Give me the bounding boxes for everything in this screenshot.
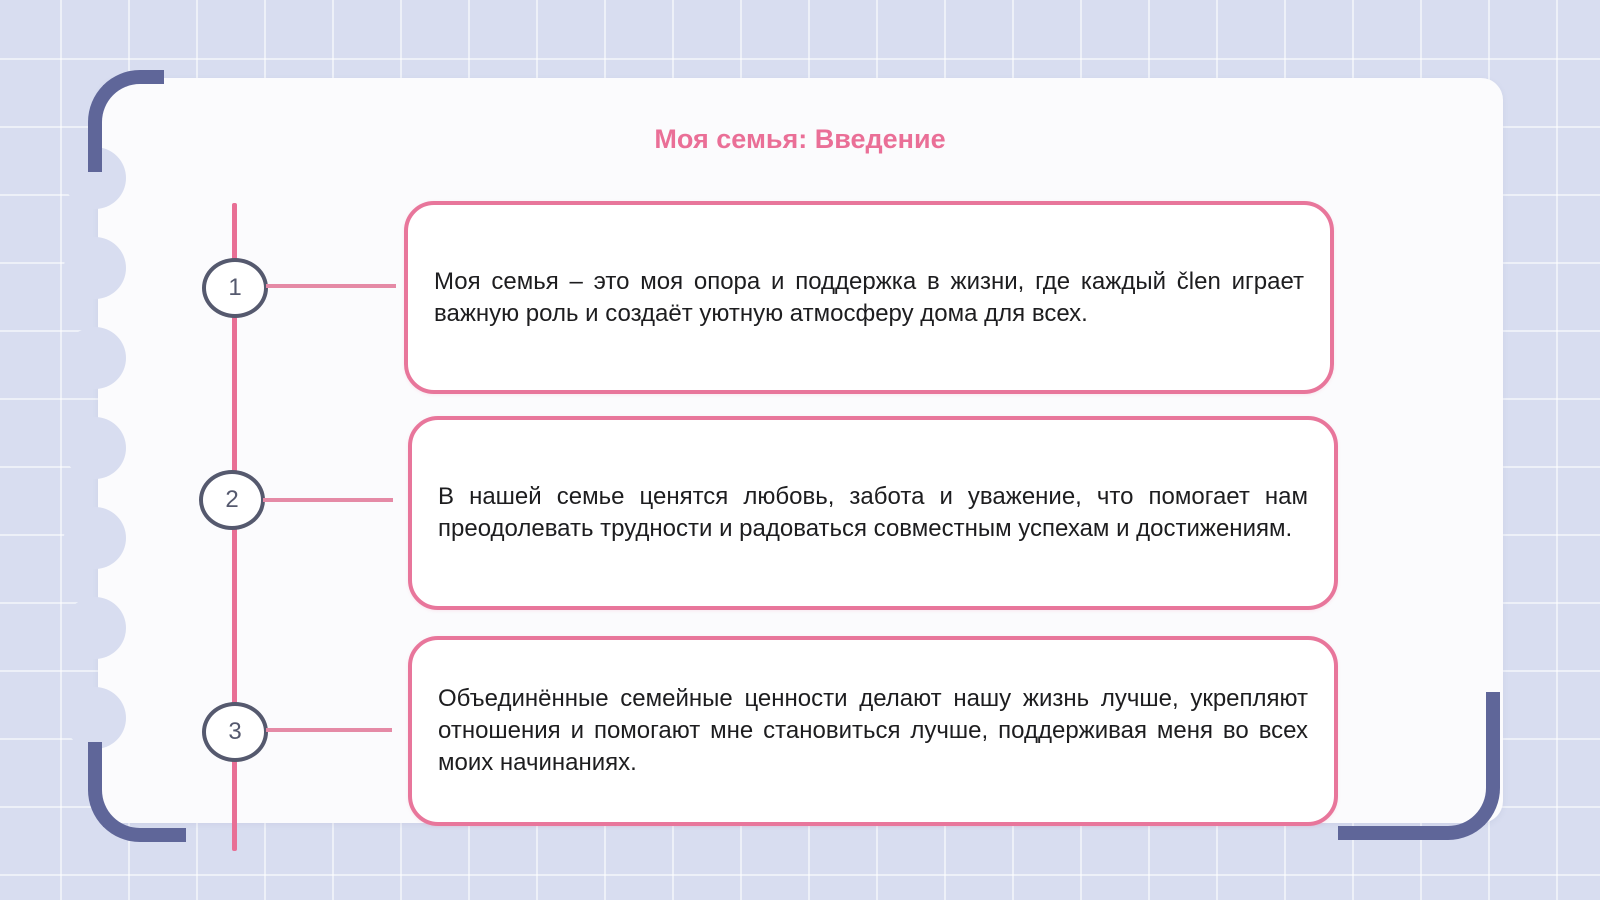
step-number-badge: 2 xyxy=(199,470,265,530)
paper-notch xyxy=(64,417,126,479)
step-connector xyxy=(263,498,393,502)
slide-title: Моя семья: Введение xyxy=(654,124,946,154)
step-number-badge: 1 xyxy=(202,258,268,318)
step-connector xyxy=(266,728,392,732)
corner-bracket-bottom-left xyxy=(88,742,186,842)
paper-notch xyxy=(64,237,126,299)
paper-notch xyxy=(64,327,126,389)
step-card xyxy=(408,416,1338,610)
step-connector xyxy=(266,284,396,288)
step-card xyxy=(404,201,1334,394)
paper-notch xyxy=(64,597,126,659)
step-number-badge: 3 xyxy=(202,702,268,762)
paper-notch xyxy=(64,507,126,569)
step-text: В нашей семье ценятся любовь, забота и уважение, что помогает нам преодолевать трудности и радоваться совместным успехам и достижениям. xyxy=(438,483,1308,542)
step-text: Моя семья – это моя опора и поддержка в жизни, где каждый člen играет важную роль и создаёт уютную атмосферу дома для всех. xyxy=(434,267,1304,327)
step-text: Объединённые семейные ценности делают нашу жизнь лучше, укрепляют отношения и помогают мне становиться лучше, поддерживая меня во всех моих начинаниях. xyxy=(438,685,1308,776)
step-card xyxy=(408,636,1338,826)
paper-notch xyxy=(64,687,126,749)
corner-bracket-bottom-right xyxy=(1338,692,1500,840)
